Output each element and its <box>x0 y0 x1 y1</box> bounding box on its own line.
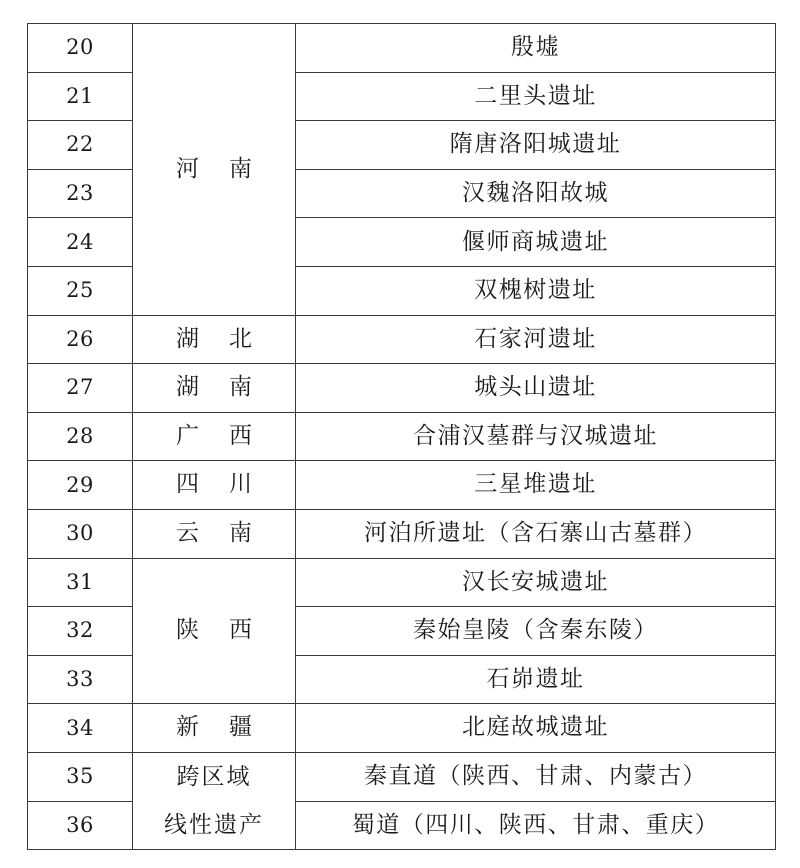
row-number: 24 <box>28 218 133 267</box>
province-label: 陕西 <box>176 617 282 644</box>
table-row <box>28 364 776 413</box>
cross-region-label-line2: 线性遗产 <box>164 812 264 838</box>
site-name: 隋唐洛阳城遗址 <box>296 121 776 170</box>
province-cell-xinjiang <box>133 704 296 753</box>
province-cell-hunan <box>133 364 296 413</box>
table-row <box>28 24 776 73</box>
row-number: 20 <box>28 24 133 73</box>
site-name: 殷墟 <box>296 24 776 73</box>
province-cell-yunnan <box>133 509 296 558</box>
row-number: 23 <box>28 169 133 218</box>
province-cell-sichuan <box>133 461 296 510</box>
site-name: 秦直道（陕西、甘肃、内蒙古） <box>296 752 776 801</box>
row-number: 29 <box>28 461 133 510</box>
row-number: 35 <box>28 752 133 801</box>
site-name: 城头山遗址 <box>296 364 776 413</box>
province-label: 云南 <box>176 520 282 547</box>
row-number: 34 <box>28 704 133 753</box>
province-label: 湖北 <box>176 325 282 352</box>
province-label: 湖南 <box>176 374 282 401</box>
site-name: 北庭故城遗址 <box>296 704 776 753</box>
row-number: 27 <box>28 364 133 413</box>
site-name: 偃师商城遗址 <box>296 218 776 267</box>
table-row <box>28 315 776 364</box>
province-label: 广西 <box>176 422 282 449</box>
row-number: 33 <box>28 655 133 704</box>
province-cell-guangxi <box>133 412 296 461</box>
row-number: 31 <box>28 558 133 607</box>
row-number: 28 <box>28 412 133 461</box>
province-cell-henan <box>133 24 296 316</box>
site-name: 三星堆遗址 <box>296 461 776 510</box>
site-name: 合浦汉墓群与汉城遗址 <box>296 412 776 461</box>
row-number: 30 <box>28 509 133 558</box>
province-label: 四川 <box>176 471 282 498</box>
site-name: 河泊所遗址（含石寨山古墓群） <box>296 509 776 558</box>
heritage-sites-table <box>27 23 776 850</box>
table-row <box>28 412 776 461</box>
table-row <box>28 752 776 801</box>
row-number: 21 <box>28 72 133 121</box>
province-label: 新疆 <box>176 714 282 741</box>
province-cell-cross-region <box>133 752 296 849</box>
site-name: 石家河遗址 <box>296 315 776 364</box>
site-name: 双槐树遗址 <box>296 266 776 315</box>
row-number: 32 <box>28 607 133 656</box>
site-name: 石峁遗址 <box>296 655 776 704</box>
table-row <box>28 704 776 753</box>
row-number: 36 <box>28 801 133 850</box>
province-cell-hubei <box>133 315 296 364</box>
table-row <box>28 461 776 510</box>
table-row <box>28 558 776 607</box>
table-row <box>28 509 776 558</box>
row-number: 22 <box>28 121 133 170</box>
province-label: 河南 <box>176 155 282 182</box>
row-number: 26 <box>28 315 133 364</box>
site-name: 汉魏洛阳故城 <box>296 169 776 218</box>
site-name: 二里头遗址 <box>296 72 776 121</box>
row-number: 25 <box>28 266 133 315</box>
site-name: 汉长安城遗址 <box>296 558 776 607</box>
province-cell-shaanxi <box>133 558 296 704</box>
cross-region-label-line1: 跨区域 <box>176 764 252 790</box>
site-name: 蜀道（四川、陕西、甘肃、重庆） <box>296 801 776 850</box>
site-name: 秦始皇陵（含秦东陵） <box>296 607 776 656</box>
